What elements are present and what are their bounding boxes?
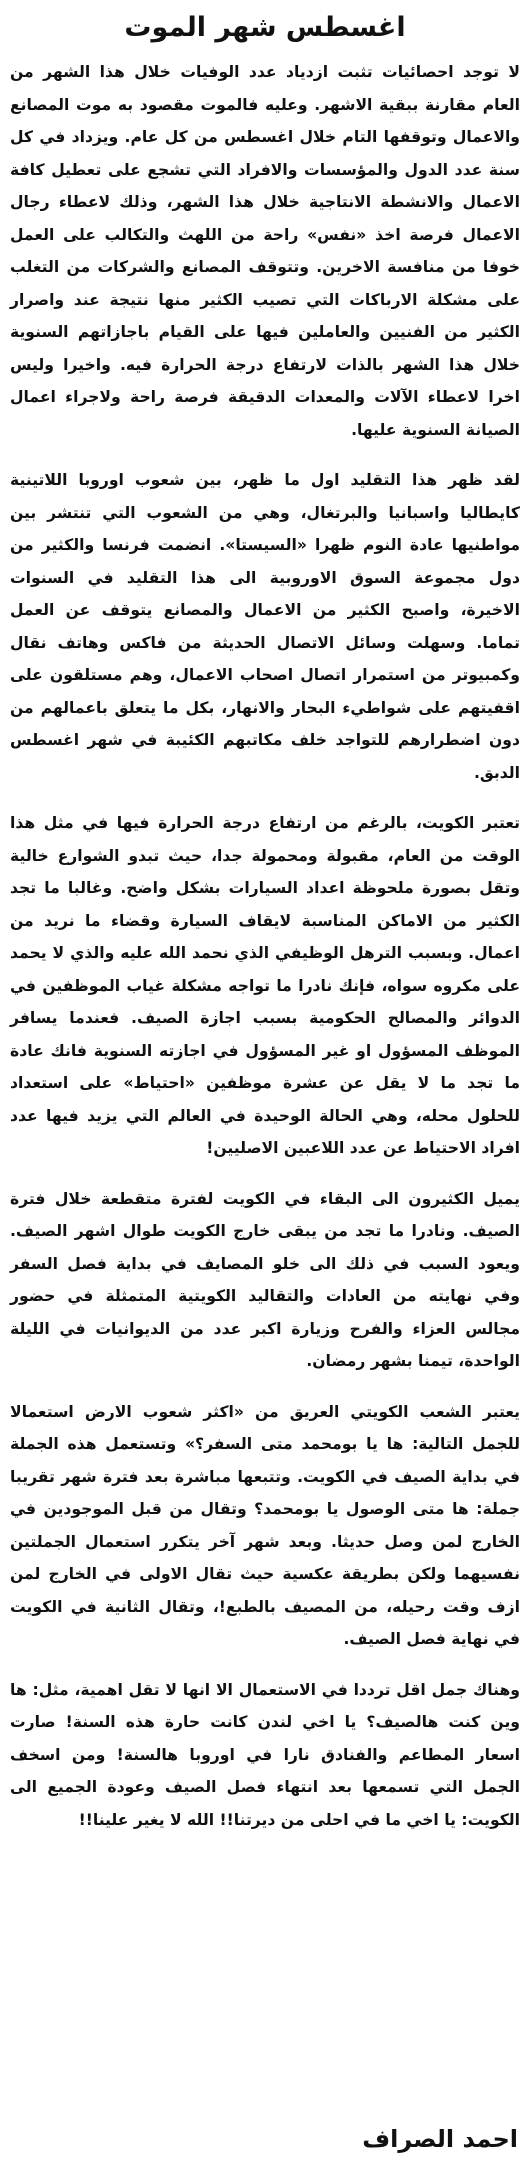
article-paragraph: تعتبر الكويت، بالرغم من ارتفاع درجة الحرارة فيها في مثل هذا الوقت من العام، مقبولة ومحمولة جدا، حيث تبدو الشوارع خالية وتقل بصورة ملحوظة اعداد السيارات بشكل واضح. وغالبا ما تجد الكثير من الاماكن المناسبة لايقاف السيارة وقضاء ما نريد من اعمال. وبسبب الترهل الوظيفي الذي نحمد الله عليه والذي لا يحمد على مكروه سواه، فإنك نادرا ما تواجه مشكلة غياب الموظفين في الدوائر والمصالح الحكومية بسبب اجازة الصيف. فعندما يسافر الموظف المسؤول او غير المسؤول في اجازته السنوية فانك عادة ما تجد ما لا يقل عن عشرة موظفين «احتياط» على استعداد للحلول محله، وهي الحالة الوحيدة في العالم التي يزيد فيها عدد افراد الاحتياط عن عدد اللاعبين الاصليين! (10, 814, 520, 1157)
article-paragraph: وهناك جمل اقل ترددا في الاستعمال الا انها لا تقل اهمية، مثل: ها وين كنت هالصيف؟ يا اخي لندن كانت حارة هذه السنة! صارت اسعار المطاعم والفنادق نارا في اوروبا هالسنة! ومن اسخف الجمل التي تسمعها بعد انتهاء فصل الصيف وعودة الجميع الى الكويت: يا اخي ما في احلى من ديرتنا!! الله لا يغير علينا!! (10, 1680, 520, 1829)
article-paragraph: يعتبر الشعب الكويتي العريق من «اكثر شعوب الارض استعمالا للجمل التالية: ها يا بومحمد متى السفر؟» وتستعمل هذه الجملة في بداية الصيف في الكويت. وتتبعها مباشرة بعد فترة شهر تقريبا جملة: ها متى الوصول يا بومحمد؟ وتقال من قبل الموجودين في الخارج لمن وصل حديثا. وبعد شهر آخر يتكرر استعمال الجملتين نفسيهما ولكن بطريقة عكسية حيث تقال الاولى في الخارج لمن ازف وقت رحيله، من المصيف بالطبع!، وتقال الثانية في الكويت في نهاية فصل الصيف. (10, 1402, 520, 1648)
author-signature: احمد الصراف (362, 2125, 518, 2153)
article-paragraph: يميل الكثيرون الى البقاء في الكويت لفترة متقطعة خلال فترة الصيف. ونادرا ما تجد من يبقى خارج الكويت طوال اشهر الصيف. ويعود السبب في ذلك الى خلو المصايف في بداية فصل السفر وفي نهايته من العادات والتقاليد الكويتية المتمثلة في حضور مجالس العزاء والفرح وزيارة اكبر عدد من الديوانيات في الليلة الواحدة، تيمنا بشهر رمضان. (10, 1189, 520, 1370)
article-paragraph: لا توجد احصائيات تثبت ازدياد عدد الوفيات خلال هذا الشهر من العام مقارنة ببقية الاشهر. وعليه فالموت مقصود به موت المصانع والاعمال وتوقفها التام خلال اغسطس من كل عام. ويزداد في كل سنة عدد الدول والمؤسسات والافراد التي تشجع على تعطيل كافة الاعمال والانشطة الانتاجية خلال هذا الشهر، وذلك لاعطاء رجال الاعمال فرصة اخذ «نفس» راحة من اللهث والتكالب على العمل خوفا من منافسة الاخرين. وتتوقف المصانع والشركات من التغلب على مشكلة الارباكات التي تصيب الكثير منها نتيجة عند واصرار الكثير من الفنيين والعاملين فيها على القيام باجازاتهم السنوية خلال هذا الشهر بالذات لارتفاع درجة الحرارة فيه. واخيرا وليس اخرا لاعطاء الآلات والمعدات الدقيقة فرصة راحة ولاجراء اعمال الصيانة السنوية عليها. (10, 63, 520, 439)
article-paragraph: لقد ظهر هذا التقليد اول ما ظهر، بين شعوب اوروبا اللاتينية كايطاليا واسبانيا والبرتغال، وهي من الشعوب التي تنتشر بين مواطنيها عادة النوم ظهرا «السيستا». انضمت فرنسا والكثير من دول مجموعة السوق الاوروبية الى هذا التقليد في السنوات الاخيرة، واصبح الكثير من الاعمال والمصانع يتوقف عن العمل تماما. وسهلت وسائل الاتصال الحديثة من فاكس وهاتف نقال وكمبيوتر من استمرار اتصال اصحاب الاعمال، وهم مستلقون على اقفيتهم على شواطيء البحار والانهار، بكل ما يتعلق باعمالهم من دون اضطرارهم للتواجد خلف مكاتبهم الكئيبة في شهر اغسطس الدبق. (10, 471, 520, 782)
article-title: اغسطس شهر الموت (124, 12, 406, 43)
article-body (10, 56, 520, 1836)
